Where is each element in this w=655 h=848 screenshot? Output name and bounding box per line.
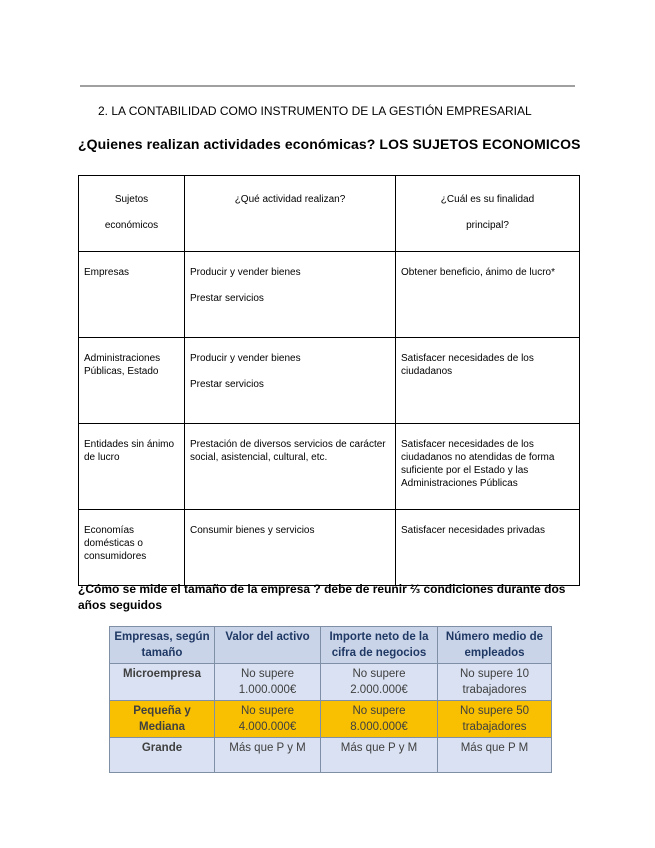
- page-heading: ¿Quienes realizan actividades económicas? LOS SUJETOS ECONOMICOS: [78, 136, 581, 152]
- asset-cell: No supere 4.000.000€: [215, 701, 321, 738]
- header-asset-value: Valor del activo: [215, 627, 321, 664]
- activity-cell: Prestación de diversos servicios de carácter social, asistencial, cultural, etc.: [185, 424, 396, 510]
- subject-cell: Empresas: [79, 252, 185, 338]
- size-header-row: [110, 627, 552, 664]
- purpose-cell: Satisfacer necesidades de los ciudadanos: [396, 338, 580, 424]
- activity-cell: Producir y vender bienes Prestar servicios: [185, 338, 396, 424]
- employees-cell: No supere 10 trabajadores: [438, 664, 552, 701]
- table-row: [79, 338, 580, 424]
- activity-cell: Producir y vender bienes Prestar servicios: [185, 252, 396, 338]
- size-row-micro: [110, 664, 552, 701]
- asset-cell: Más que P y M: [215, 738, 321, 773]
- asset-cell: No supere 1.000.000€: [215, 664, 321, 701]
- header-employees: Número medio de empleados: [438, 627, 552, 664]
- header-activity: ¿Qué actividad realizan?: [185, 176, 396, 252]
- size-row-large: [110, 738, 552, 773]
- subject-cell: Administraciones Públicas, Estado: [79, 338, 185, 424]
- purpose-cell: Obtener beneficio, ánimo de lucro*: [396, 252, 580, 338]
- size-label: Grande: [110, 738, 215, 773]
- table-row: [79, 424, 580, 510]
- horizontal-rule: [80, 85, 575, 87]
- subject-cell: Entidades sin ánimo de lucro: [79, 424, 185, 510]
- turnover-cell: Más que P y M: [321, 738, 438, 773]
- activity-cell: Consumir bienes y servicios: [185, 510, 396, 586]
- purpose-cell: Satisfacer necesidades de los ciudadanos no atendidas de forma suficiente por el Estado y las Administraciones Públicas: [396, 424, 580, 510]
- size-label: Pequeña y Mediana: [110, 701, 215, 738]
- section-title: 2. LA CONTABILIDAD COMO INSTRUMENTO DE LA GESTIÓN EMPRESARIAL: [98, 104, 532, 118]
- turnover-cell: No supere 8.000.000€: [321, 701, 438, 738]
- economic-subjects-table: [78, 175, 580, 586]
- header-subjects: Sujetos económicos: [79, 176, 185, 252]
- subject-cell: Economías domésticas o consumidores: [79, 510, 185, 586]
- employees-cell: Más que P M: [438, 738, 552, 773]
- header-company-size: Empresas, según tamaño: [110, 627, 215, 664]
- employees-cell: No supere 50 trabajadores: [438, 701, 552, 738]
- table-row: [79, 252, 580, 338]
- purpose-cell: Satisfacer necesidades privadas: [396, 510, 580, 586]
- table-row: [79, 510, 580, 586]
- size-row-sme: [110, 701, 552, 738]
- size-label: Microempresa: [110, 664, 215, 701]
- turnover-cell: No supere 2.000.000€: [321, 664, 438, 701]
- header-turnover: Importe neto de la cifra de negocios: [321, 627, 438, 664]
- size-question: ¿Cómo se mide el tamaño de la empresa ? debe de reunir ⅔ condiciones durante dos años seguidos: [78, 582, 566, 612]
- table-header-row: [79, 176, 580, 252]
- company-size-table: [109, 626, 552, 773]
- header-purpose: ¿Cuál es su finalidad principal?: [396, 176, 580, 252]
